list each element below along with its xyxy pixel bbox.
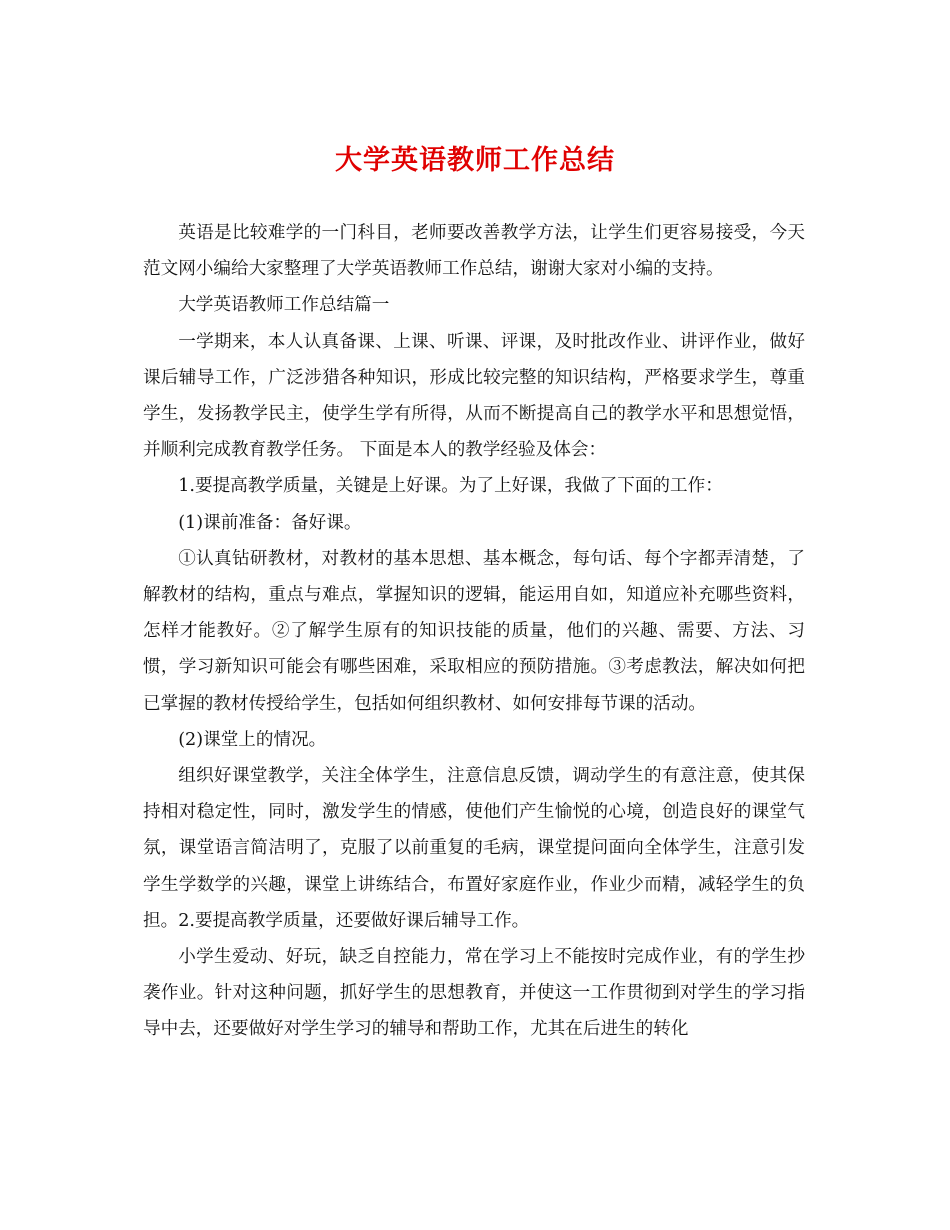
page-title: 大学英语教师工作总结 xyxy=(335,145,615,176)
paragraph-intro: 英语是比较难学的一门科目，老师要改善教学方法，让学生们更容易接受，今天范文网小编给大家整理了大学英语教师工作总结，谢谢大家对小编的支持。 xyxy=(143,223,805,280)
paragraph-point-1: 1.要提高教学质量，关键是上好课。为了上好课，我做了下面的工作： xyxy=(178,476,723,497)
paragraph-preparation: ①认真钻研教材，对教材的基本思想、基本概念，每句话、每个字都弄清楚，了解教材的结构，重点与难点，掌握知识的逻辑，能运用自如，知道应补充哪些资料，怎样才能教好。②了解学生原有的知识技能的质量，他们的兴趣、需要、方法、习惯，学习新知识可能会有哪些困难，采取相应的预防措施。③考虑教法，解决如何把已掌握的教材传授给学生，包括如何组织教材、如何安排每节课的活动。 xyxy=(143,548,805,714)
paragraph-tutoring: 小学生爱动、好玩，缺乏自控能力，常在学习上不能按时完成作业，有的学生抄袭作业。针对这种问题，抓好学生的思想教育，并使这一工作贯彻到对学生的学习指导中去，还要做好对学生学习的辅导和帮助工作，尤其在后进生的转化 xyxy=(143,947,805,1040)
paragraph-subpoint-2: (2)课堂上的情况。 xyxy=(178,729,327,750)
paragraph-classroom: 组织好课堂教学，关注全体学生，注意信息反馈，调动学生的有意注意，使其保持相对稳定性，同时，激发学生的情感，使他们产生愉悦的心境，创造良好的课堂气氛，课堂语言简洁明了，克服了以前重复的毛病，课堂提问面向全体学生，注意引发学生学数学的兴趣，课堂上讲练结合，布置好家庭作业，作业少而精，减轻学生的负担。2.要提高教学质量，还要做好课后辅导工作。 xyxy=(143,766,805,931)
paragraph-subpoint-1: (1)课前准备：备好课。 xyxy=(178,512,362,533)
document-body xyxy=(143,215,805,1048)
section-heading: 大学英语教师工作总结篇一 xyxy=(178,295,390,316)
paragraph-overview: 一学期来，本人认真备课、上课、听课、评课，及时批改作业、讲评作业，做好课后辅导工作，广泛涉猎各种知识，形成比较完整的知识结构，严格要求学生，尊重学生，发扬教学民主，使学生学有所得，从而不断提高自己的教学水平和思想觉悟，并顺利完成教育教学任务。 下面是本人的教学经验及体会： xyxy=(143,331,805,461)
